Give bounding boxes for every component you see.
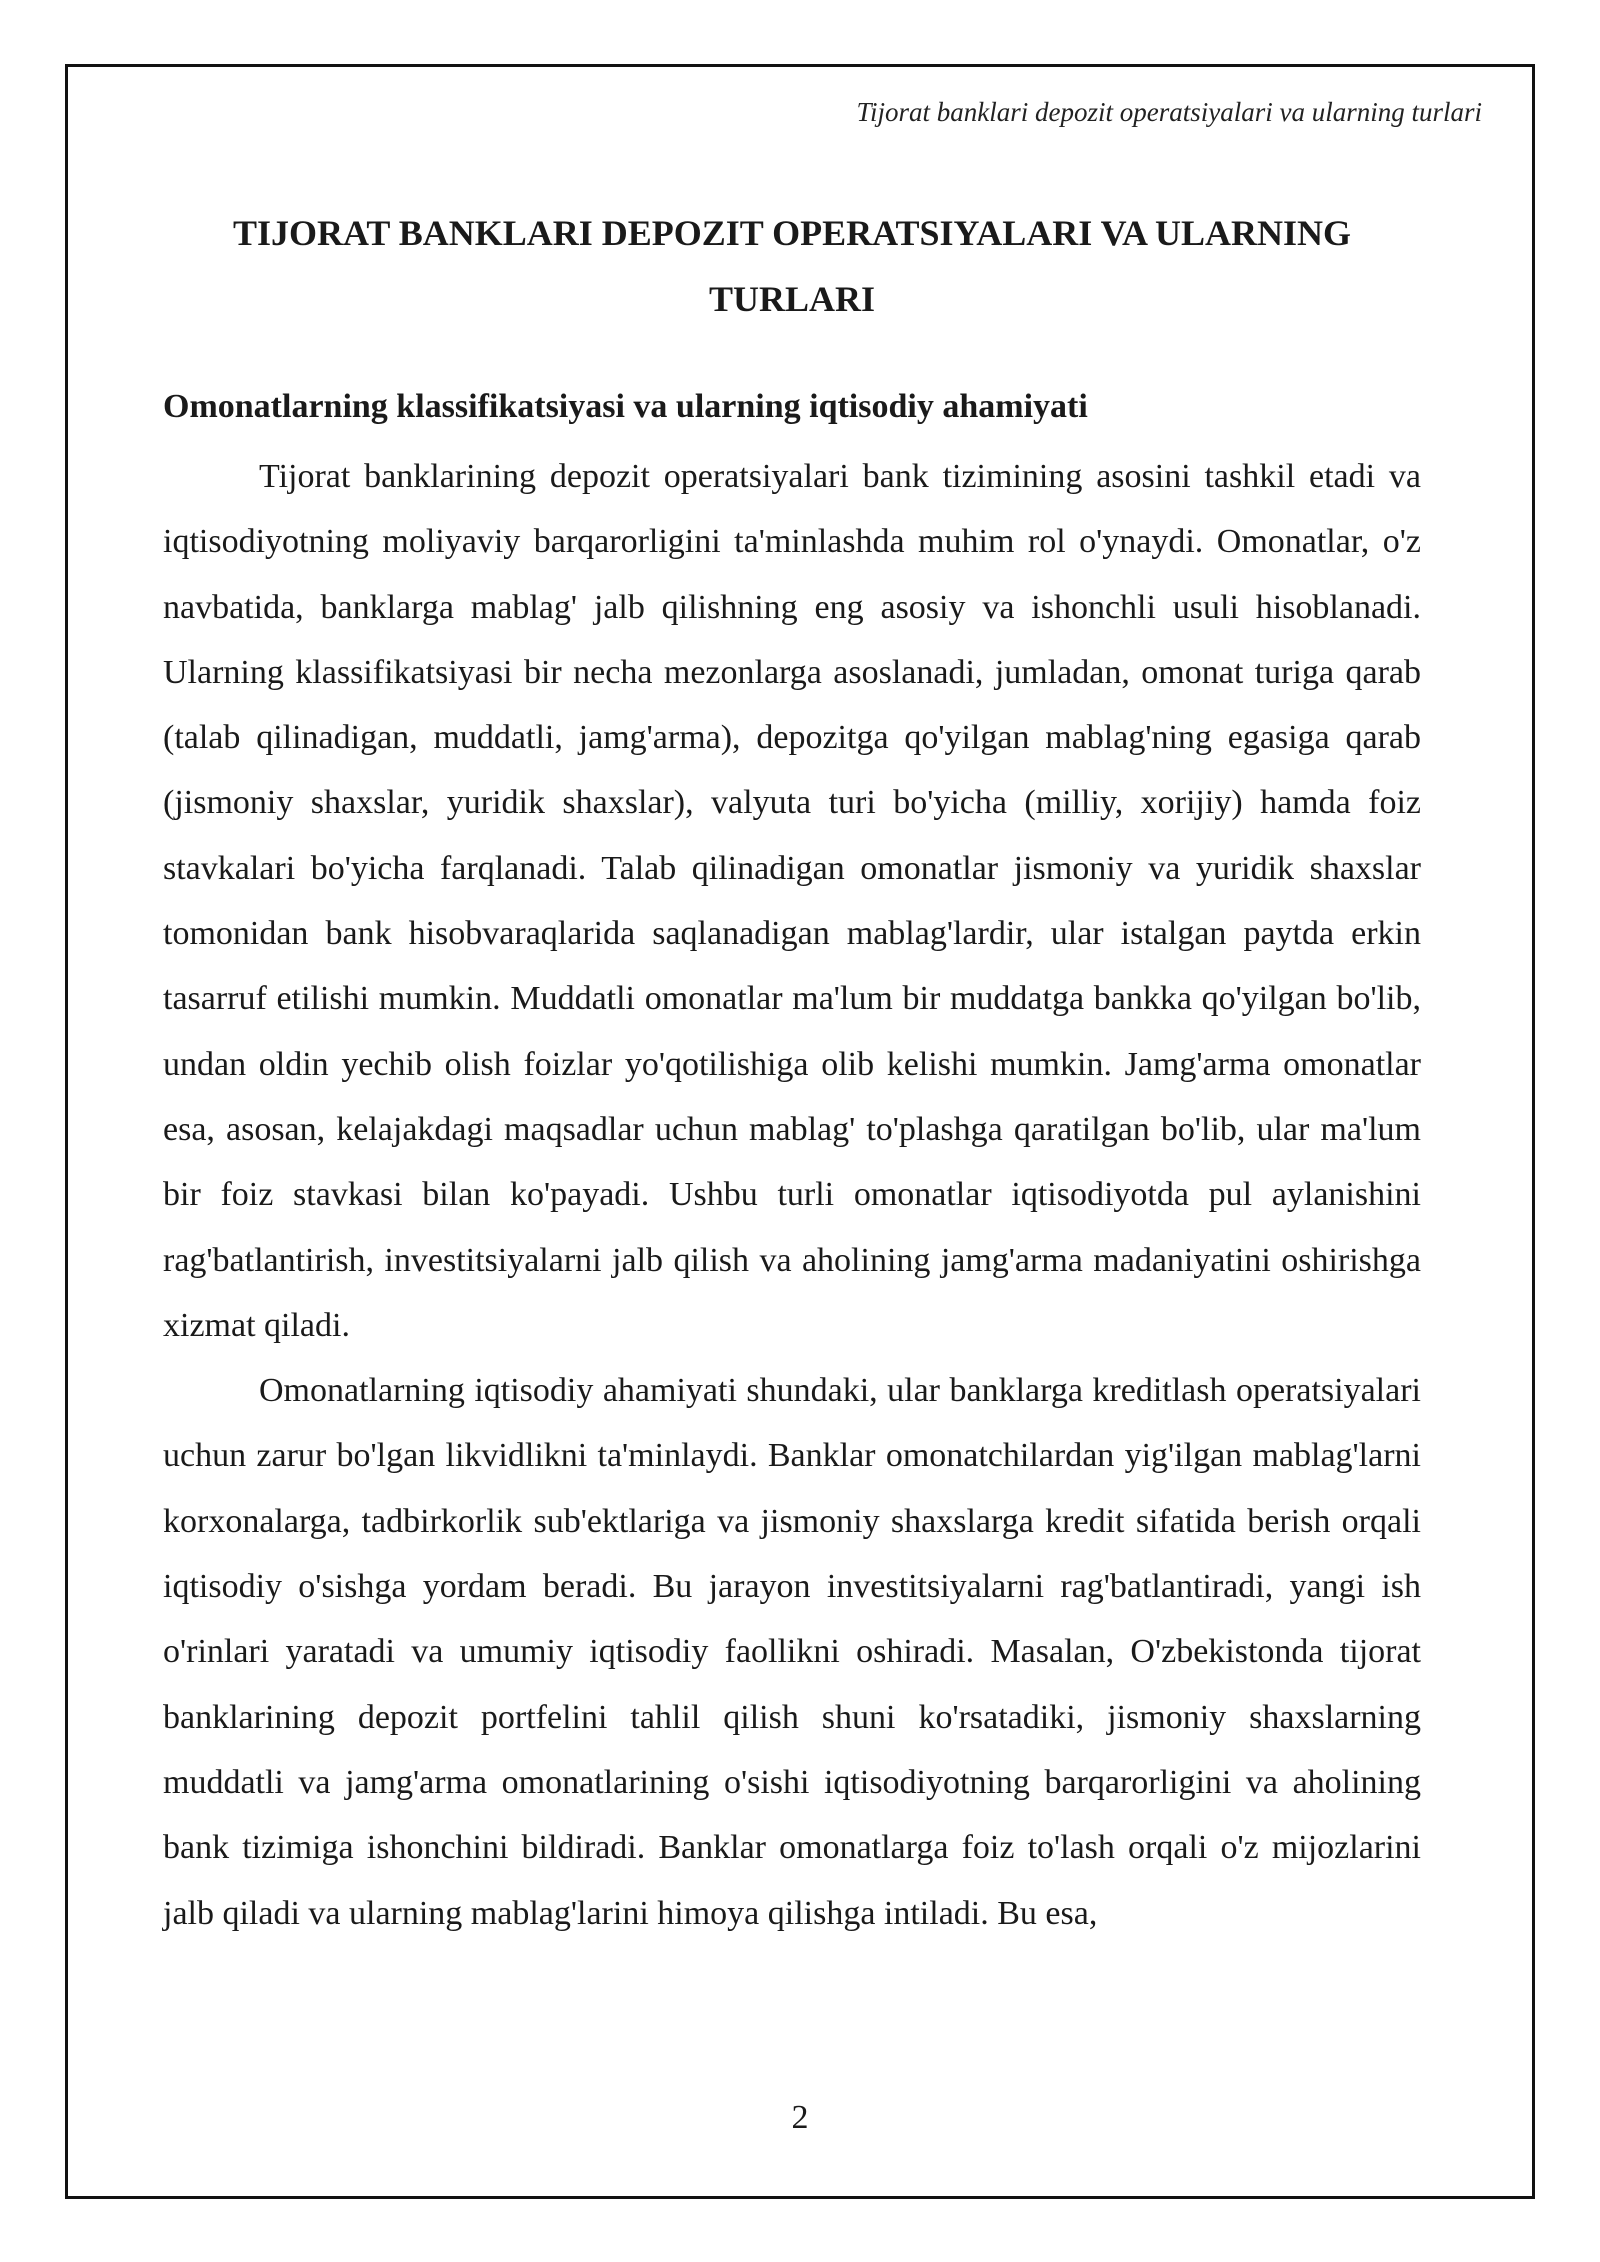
section-heading: Omonatlarning klassifikatsiyasi va ularning iqtisodiy ahamiyati	[163, 388, 1088, 425]
paragraph-2: Omonatlarning iqtisodiy ahamiyati shundaki, ular banklarga kreditlash operatsiyalari uchun zarur bo'lgan likvidlikni ta'minlaydi. Banklar omonatchilardan yig'ilgan mablag'larni korxonalarga, tadbirkorlik sub'ektlariga va jismoniy shaxslarga kredit sifatida berish orqali iqtisodiy o'sishga yordam beradi. Bu jarayon investitsiyalarni rag'batlantiradi, yangi ish o'rinlari yaratadi va umumiy iqtisodiy faollikni oshiradi. Masalan, O'zbekistonda tijorat banklarining depozit portfelini tahlil qilish shuni ko'rsatadiki, jismoniy shaxslarning muddatli va jamg'arma omonatlarining o'sishi iqtisodiyotning barqarorligini va aholining bank tizimiga ishonchini bildiradi. Banklar omonatlarga foiz to'lash orqali o'z mijozlarini jalb qiladi va ularning mablag'larini himoya qilishga intiladi. Bu esa,	[163, 1372, 1421, 1932]
document-body	[163, 200, 1421, 1946]
running-header: Tijorat banklari depozit operatsiyalari va ularning turlari	[856, 97, 1482, 127]
document-title: TIJORAT BANKLARI DEPOZIT OPERATSIYALARI VA ULARNING TURLARI	[233, 213, 1351, 319]
paragraph-1: Tijorat banklarining depozit operatsiyalari bank tizimining asosini tashkil etadi va iqtisodiyotning moliyaviy barqarorligini ta'minlashda muhim rol o'ynaydi. Omonatlar, o'z navbatida, banklarga mablag' jalb qilishning eng asosiy va ishonchli usuli hisoblanadi. Ularning klassifikatsiyasi bir necha mezonlarga asoslanadi, jumladan, omonat turiga qarab (talab qilinadigan, muddatli, jamg'arma), depozitga qo'yilgan mablag'ning egasiga qarab (jismoniy shaxslar, yuridik shaxslar), valyuta turi bo'yicha (milliy, xorijiy) hamda foiz stavkalari bo'yicha farqlanadi. Talab qilinadigan omonatlar jismoniy va yuridik shaxslar tomonidan bank hisobvaraqlarida saqlanadigan mablag'lardir, ular istalgan paytda erkin tasarruf etilishi mumkin. Muddatli omonatlar ma'lum bir muddatga bankka qo'yilgan bo'lib, undan oldin yechib olish foizlar yo'qotilishiga olib kelishi mumkin. Jamg'arma omonatlar esa, asosan, kelajakdagi maqsadlar uchun mablag' to'plashga qaratilgan bo'lib, ular ma'lum bir foiz stavkasi bilan ko'payadi. Ushbu turli omonatlar iqtisodiyotda pul aylanishini rag'batlantirish, investitsiyalarni jalb qilish va aholining jamg'arma madaniyatini oshirishga xizmat qiladi.	[163, 458, 1421, 1344]
page-number: 2	[791, 2099, 809, 2136]
